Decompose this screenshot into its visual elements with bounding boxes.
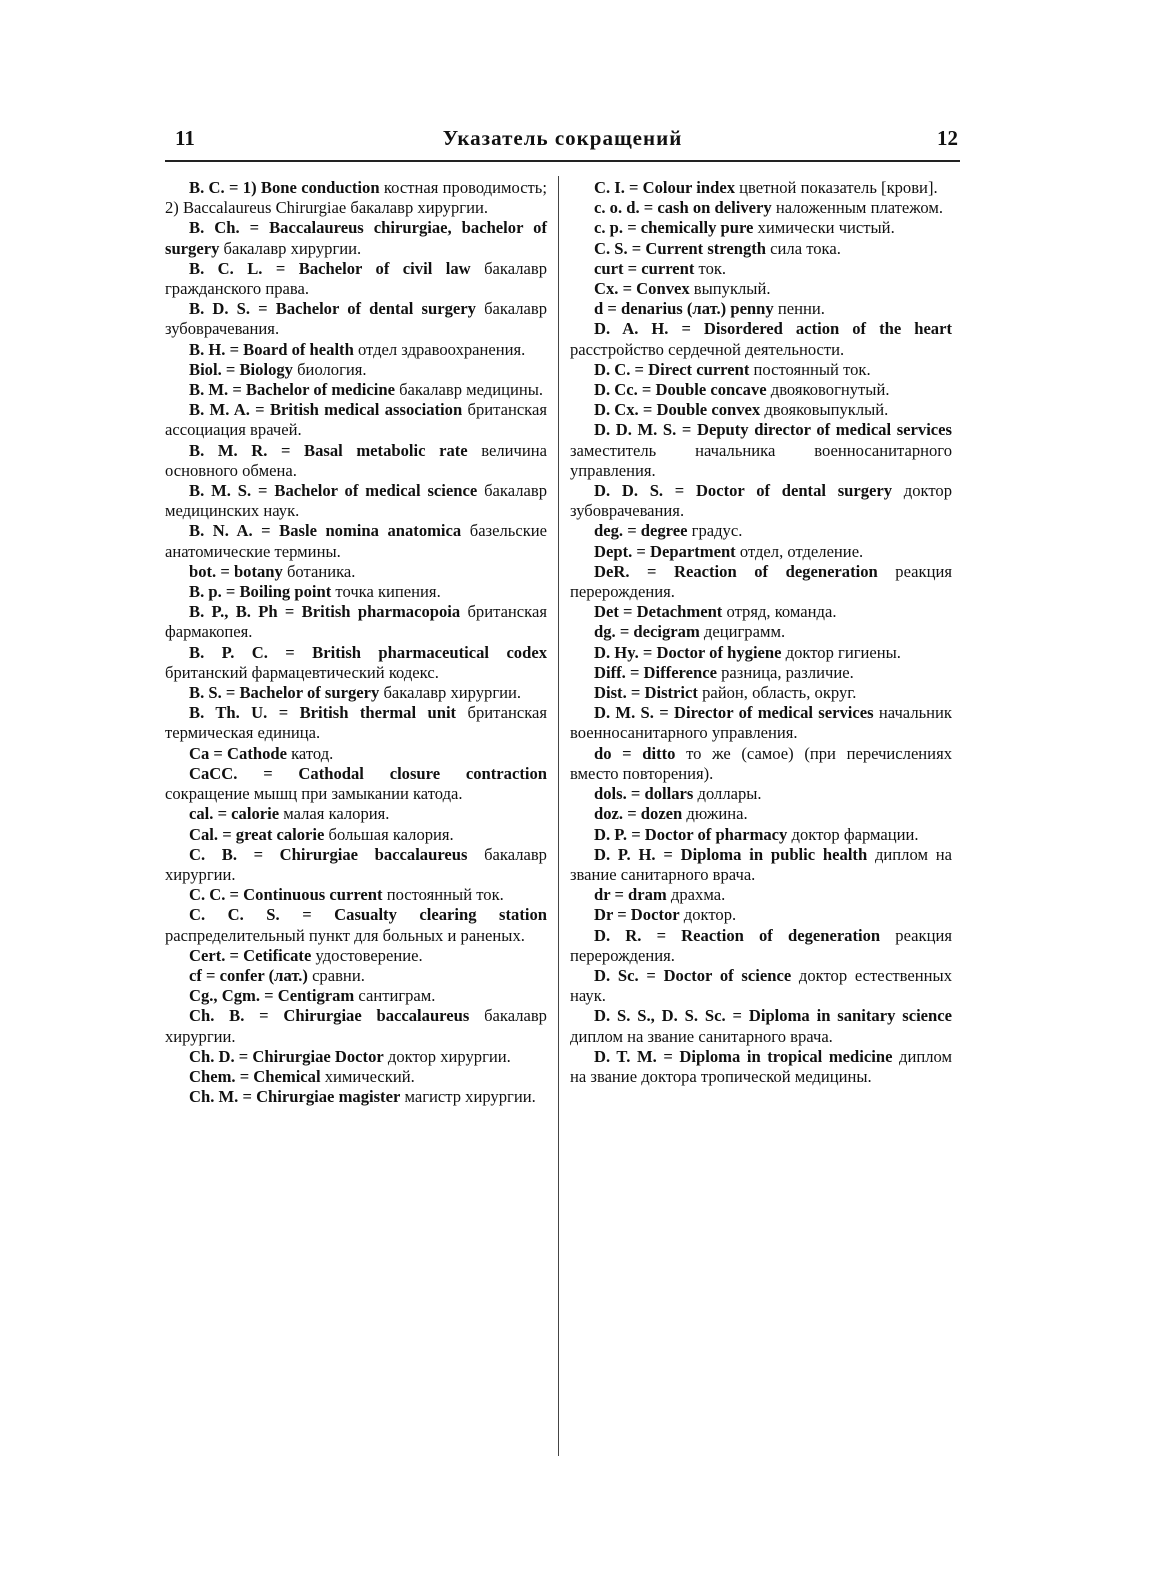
abbreviation-entry — [165, 825, 547, 845]
abbreviation-entry — [165, 764, 547, 804]
abbreviation-term: cal. = calorie — [189, 804, 280, 824]
abbreviation-definition: сравни. — [307, 965, 365, 985]
abbreviation-definition: удостоверение. — [311, 945, 423, 965]
abbreviation-definition: расстройство сердечной деятельности. — [570, 339, 845, 359]
abbreviation-term: B. C. = 1) Bone conduction — [189, 178, 380, 197]
abbreviation-definition: химически чистый. — [753, 218, 895, 238]
abbreviation-term: Dept. = Department — [594, 541, 736, 561]
abbreviation-entry — [570, 360, 952, 380]
abbreviation-definition: катод. — [286, 743, 334, 763]
abbreviation-term: C. B. = Chirurgiae baccalaureus — [189, 844, 468, 864]
abbreviation-entry — [165, 400, 547, 440]
abbreviation-term: D. D. S. = Doctor of dental surgery — [594, 481, 893, 501]
abbreviation-term: bot. = botany — [189, 561, 283, 581]
abbreviation-entry — [570, 239, 952, 259]
abbreviation-term: D. Sc. = Doctor of science — [594, 965, 792, 985]
abbreviation-definition: сокращение мышц при замыкании катода. — [165, 784, 463, 804]
abbreviation-term: B. M. = Bachelor of medicine — [189, 380, 395, 400]
abbreviation-term: Cx. = Convex — [594, 279, 690, 299]
right-column — [570, 178, 952, 1087]
abbreviation-entry — [570, 279, 952, 299]
abbreviation-definition: малая калория. — [279, 804, 390, 824]
abbreviation-definition: доктор хирургии. — [383, 1046, 511, 1066]
abbreviation-term: dg. = decigram — [594, 622, 700, 642]
abbreviation-term: B. Ch. = Baccalaureus chirurgiae, bachelor of surgery — [165, 218, 547, 258]
abbreviation-definition: большая калория. — [324, 824, 454, 844]
abbreviation-term: D. D. M. S. = Deputy director of medical services — [594, 420, 952, 440]
abbreviation-definition: костная проводимость; 2) Baccalaureus Chirurgiae бакалавр хирургии. — [165, 178, 547, 218]
abbreviation-entry — [165, 845, 547, 885]
abbreviation-entry — [165, 885, 547, 905]
abbreviation-definition: дециграмм. — [699, 622, 786, 642]
abbreviation-entry — [165, 218, 547, 258]
abbreviation-definition: район, область, округ. — [697, 683, 857, 703]
abbreviation-entry — [570, 643, 952, 663]
abbreviation-entry — [570, 744, 952, 784]
abbreviation-definition: градус. — [687, 521, 743, 541]
abbreviation-entry — [165, 1087, 547, 1107]
abbreviation-term: doz. = dozen — [594, 804, 683, 824]
abbreviation-entry — [165, 562, 547, 582]
abbreviation-definition: сила тока. — [766, 238, 841, 258]
abbreviation-term: dols. = dollars — [594, 784, 694, 804]
abbreviation-term: D. C. = Direct current — [594, 359, 750, 379]
abbreviation-term: Cg., Cgm. = Centigram — [189, 986, 355, 1006]
abbreviation-definition: начальник военносанитарного управления. — [570, 703, 952, 743]
abbreviation-definition: диплом на звание санитарного врача. — [570, 844, 952, 884]
abbreviation-term: B. S. = Bachelor of surgery — [189, 683, 380, 703]
abbreviation-entry — [570, 602, 952, 622]
abbreviation-definition: бакалавр хирургии. — [165, 1006, 547, 1046]
header-rule — [165, 160, 960, 162]
abbreviation-entry — [570, 845, 952, 885]
page-title: Указатель сокращений — [442, 126, 683, 150]
abbreviation-term: D. R. = Reaction of degeneration — [594, 925, 881, 945]
abbreviation-entry — [165, 804, 547, 824]
abbreviation-definition: британская ассоциация врачей. — [165, 400, 547, 440]
abbreviation-entry — [570, 198, 952, 218]
abbreviation-definition: магистр хирургии. — [400, 1087, 536, 1107]
abbreviation-term: Cal. = great calorie — [189, 824, 325, 844]
abbreviation-term: B. H. = Board of health — [189, 339, 354, 359]
abbreviation-definition: базельские анатомические термины. — [165, 521, 547, 561]
abbreviation-definition: бакалавр зубоврачевания. — [165, 299, 547, 339]
abbreviation-definition: бакалавр хирургии. — [379, 683, 522, 703]
abbreviation-entry — [570, 1047, 952, 1087]
abbreviation-entry — [165, 521, 547, 561]
abbreviation-entry — [165, 1047, 547, 1067]
abbreviation-definition: бакалавр медицины. — [394, 380, 544, 400]
abbreviation-definition: заместитель начальника военносанитарного управления. — [570, 440, 952, 480]
abbreviation-term: C. C. S. = Casualty clearing station — [189, 905, 547, 925]
page-number-right: 12 — [937, 126, 958, 150]
abbreviation-term: Dist. = District — [594, 683, 698, 703]
abbreviation-term: DeR. = Reaction of degeneration — [594, 561, 878, 581]
abbreviation-entry — [570, 542, 952, 562]
abbreviation-entry — [570, 1006, 952, 1046]
abbreviation-term: D. Cx. = Double convex — [594, 400, 761, 420]
abbreviation-term: C. C. = Continuous current — [189, 885, 383, 905]
abbreviation-definition: доктор. — [679, 905, 737, 925]
abbreviation-definition: диплом на звание санитарного врача. — [570, 1026, 833, 1046]
abbreviation-entry — [165, 602, 547, 642]
abbreviation-term: D. S. S., D. S. Sc. = Diploma in sanitary science — [594, 1006, 952, 1026]
abbreviation-entry — [570, 663, 952, 683]
abbreviation-definition: бакалавр гражданского права. — [165, 258, 547, 299]
abbreviation-entry — [165, 986, 547, 1006]
abbreviation-term: curt = current — [594, 258, 695, 278]
abbreviation-entry — [165, 299, 547, 339]
abbreviation-term: B. P. C. = British pharmaceutical codex — [189, 642, 547, 662]
abbreviation-entry — [165, 744, 547, 764]
abbreviation-entry — [570, 218, 952, 238]
abbreviation-term: B. Th. U. = British thermal unit — [189, 703, 457, 723]
abbreviation-term: B. M. R. = Basal metabolic rate — [189, 440, 468, 460]
abbreviation-entry — [165, 582, 547, 602]
abbreviation-definition: бакалавр хирургии. — [165, 844, 547, 884]
abbreviation-entry — [570, 622, 952, 642]
abbreviation-term: D. Hy. = Doctor of hygiene — [594, 642, 782, 662]
abbreviation-entry — [570, 380, 952, 400]
abbreviation-entry — [570, 784, 952, 804]
abbreviation-term: CaCC. = Cathodal closure contraction — [189, 763, 547, 783]
abbreviation-definition: отдел, отделение. — [735, 541, 864, 561]
abbreviation-entry — [165, 360, 547, 380]
abbreviation-term: B. P., B. Ph = British pharmacopoia — [189, 602, 461, 622]
abbreviation-entry — [570, 562, 952, 602]
abbreviation-entry — [165, 1006, 547, 1046]
abbreviation-definition: диплом на звание доктора тропической медицины. — [570, 1046, 953, 1086]
abbreviation-definition: отдел здравоохранения. — [353, 339, 526, 359]
left-column — [165, 178, 547, 1107]
abbreviation-definition: величина основного обмена. — [165, 440, 547, 480]
abbreviation-definition: биология. — [292, 359, 367, 379]
abbreviation-definition: ботаника. — [282, 561, 356, 581]
dictionary-page — [165, 120, 960, 1480]
abbreviation-term: Ch. B. = Chirurgiae baccalaureus — [189, 1006, 470, 1026]
abbreviation-entry — [165, 481, 547, 521]
abbreviation-definition: реакция перерождения. — [570, 561, 952, 602]
abbreviation-entry — [165, 643, 547, 683]
abbreviation-term: Dr = Doctor — [594, 905, 680, 925]
abbreviation-term: Cert. = Cetificate — [189, 945, 312, 965]
abbreviation-entry — [570, 400, 952, 420]
abbreviation-entry — [570, 481, 952, 521]
abbreviation-definition: распределительный пункт для больных и раненых. — [165, 925, 525, 945]
abbreviation-definition: двояковогнутый. — [766, 380, 890, 400]
abbreviation-definition: дюжина. — [682, 804, 748, 824]
abbreviation-entry — [165, 178, 547, 218]
abbreviation-term: deg. = degree — [594, 521, 688, 541]
abbreviation-term: Diff. = Difference — [594, 662, 717, 682]
abbreviation-entry — [570, 804, 952, 824]
abbreviation-entry — [165, 905, 547, 945]
abbreviation-term: cf = confer (лат.) — [189, 965, 308, 985]
abbreviation-term: D. A. H. = Disordered action of the heart — [594, 319, 952, 339]
abbreviation-term: Ca = Cathode — [189, 743, 287, 763]
abbreviation-term: D. M. S. = Director of medical services — [594, 703, 874, 723]
abbreviation-definition: сантиграм. — [354, 986, 436, 1006]
abbreviation-definition: британский фармацевтический кодекс. — [165, 662, 439, 682]
abbreviation-term: B. M. S. = Bachelor of medical science — [189, 481, 478, 501]
abbreviation-term: C. S. = Current strength — [594, 238, 767, 258]
abbreviation-term: dr = dram — [594, 885, 667, 905]
abbreviation-entry — [165, 946, 547, 966]
abbreviation-entry — [165, 380, 547, 400]
abbreviation-term: do = ditto — [594, 743, 676, 763]
abbreviation-definition: разница, различие. — [716, 662, 854, 682]
abbreviation-entry — [165, 703, 547, 743]
abbreviation-term: B. p. = Boiling point — [189, 582, 332, 602]
abbreviation-entry — [570, 905, 952, 925]
abbreviation-term: c. o. d. = cash on delivery — [594, 198, 772, 218]
abbreviation-entry — [570, 926, 952, 966]
abbreviation-entry — [570, 420, 952, 481]
abbreviation-definition: постоянный ток. — [749, 359, 871, 379]
abbreviation-definition: доллары. — [693, 784, 762, 804]
abbreviation-term: B. M. A. = British medical association — [189, 400, 463, 420]
abbreviation-definition: цветной показатель [крови]. — [735, 178, 938, 197]
abbreviation-term: d = denarius (лат.) penny — [594, 299, 774, 319]
abbreviation-term: D. P. = Doctor of pharmacy — [594, 824, 788, 844]
abbreviation-definition: доктор фармации. — [787, 824, 919, 844]
abbreviation-definition: ток. — [694, 258, 727, 278]
abbreviation-entry — [165, 441, 547, 481]
abbreviation-definition: доктор гигиены. — [781, 642, 901, 662]
abbreviation-entry — [570, 966, 952, 1006]
abbreviation-definition: бакалавр медицинских наук. — [165, 481, 547, 521]
abbreviation-definition: то же (самое) (при перечислениях вместо повторения). — [570, 743, 952, 783]
abbreviation-term: D. Cc. = Double concave — [594, 380, 767, 400]
abbreviation-term: Ch. M. = Chirurgiae magister — [189, 1087, 401, 1107]
abbreviation-entry — [165, 340, 547, 360]
abbreviation-definition: доктор зубоврачевания. — [570, 481, 953, 521]
abbreviation-definition: реакция перерождения. — [570, 925, 952, 965]
abbreviation-definition: британская фармакопея. — [165, 602, 547, 642]
abbreviation-definition: двояковыпуклый. — [760, 400, 889, 420]
abbreviation-entry — [165, 683, 547, 703]
abbreviation-term: c. p. = chemically pure — [594, 218, 754, 238]
abbreviation-entry — [570, 521, 952, 541]
abbreviation-definition: драхма. — [666, 885, 726, 905]
abbreviation-term: Chem. = Chemical — [189, 1066, 321, 1086]
abbreviation-entry — [570, 825, 952, 845]
abbreviation-definition: британская термическая единица. — [165, 703, 547, 743]
abbreviation-term: Det = Detachment — [594, 602, 723, 622]
abbreviation-definition: химический. — [320, 1066, 415, 1086]
abbreviation-definition: постоянный ток. — [382, 885, 504, 905]
page-number-left: 11 — [175, 126, 195, 150]
column-divider — [558, 176, 559, 1456]
abbreviation-entry — [165, 259, 547, 299]
abbreviation-entry — [165, 1067, 547, 1087]
abbreviation-term: D. T. M. = Diploma in tropical medicine — [594, 1046, 893, 1066]
abbreviation-definition: отряд, команда. — [722, 602, 837, 622]
abbreviation-term: B. N. A. = Basle nomina anatomica — [189, 521, 462, 541]
abbreviation-definition: бакалавр хирургии. — [219, 238, 362, 258]
abbreviation-term: B. C. L. = Bachelor of civil law — [189, 258, 471, 278]
abbreviation-entry — [165, 966, 547, 986]
abbreviation-definition: пенни. — [773, 299, 825, 319]
abbreviation-term: C. I. = Colour index — [594, 178, 735, 197]
abbreviation-entry — [570, 683, 952, 703]
abbreviation-term: Biol. = Biology — [189, 359, 293, 379]
abbreviation-definition: выпуклый. — [689, 279, 771, 299]
abbreviation-definition: наложенным платежом. — [771, 198, 943, 218]
abbreviation-term: D. P. H. = Diploma in public health — [594, 844, 868, 864]
abbreviation-definition: доктор естественных наук. — [570, 965, 952, 1006]
abbreviation-entry — [570, 703, 952, 743]
abbreviation-term: Ch. D. = Chirurgiae Doctor — [189, 1046, 384, 1066]
abbreviation-entry — [570, 319, 952, 359]
page-header — [165, 120, 960, 156]
abbreviation-term: B. D. S. = Bachelor of dental surgery — [189, 299, 476, 319]
abbreviation-definition: точка кипения. — [331, 582, 441, 602]
abbreviation-entry — [570, 299, 952, 319]
abbreviation-entry — [570, 259, 952, 279]
abbreviation-entry — [570, 885, 952, 905]
abbreviation-entry — [570, 178, 952, 198]
